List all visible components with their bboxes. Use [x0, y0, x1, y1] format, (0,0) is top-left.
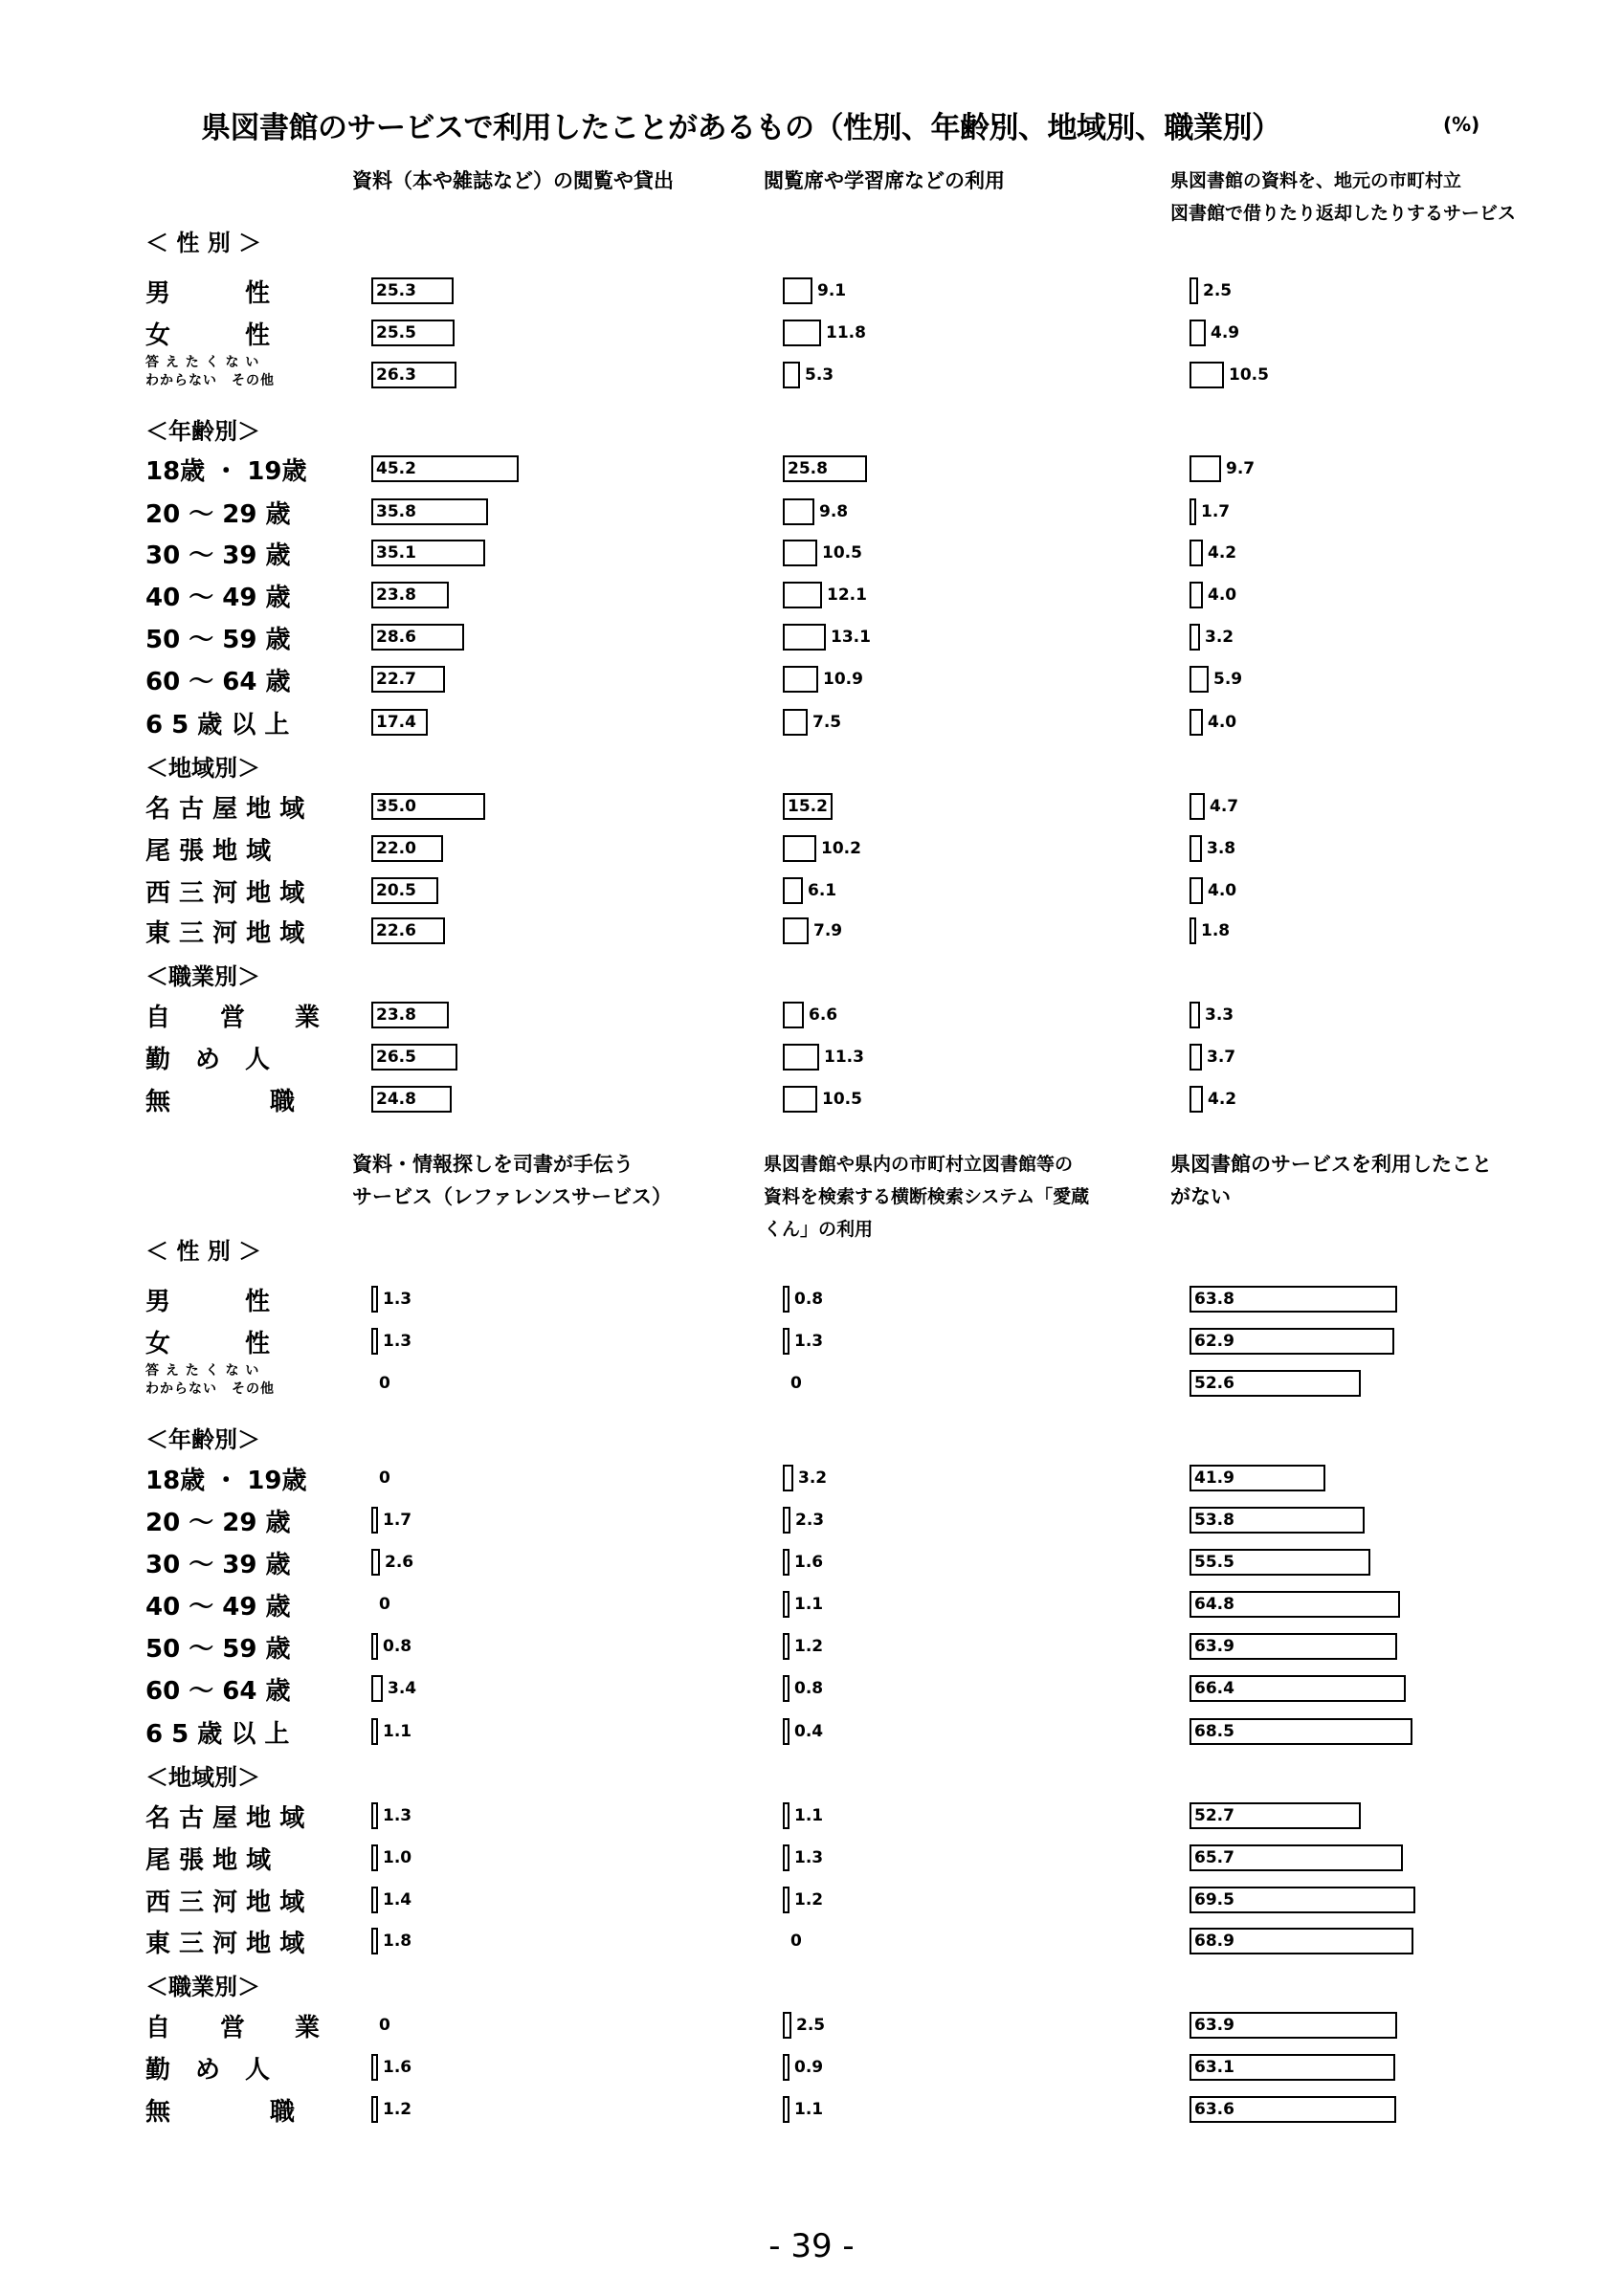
data-label: 1.3 [383, 1290, 412, 1309]
data-label: 22.6 [376, 921, 416, 940]
row-label: 西 三 河 地 域 [145, 879, 305, 908]
row-label-line: わからない その他 [145, 373, 275, 388]
bar-mark [783, 2054, 789, 2081]
column-heading [1170, 1148, 1492, 1213]
data-label: 1.6 [383, 2058, 412, 2077]
bar-mark [783, 362, 800, 388]
data-label: 53.8 [1194, 1511, 1234, 1530]
data-label: 0 [790, 1932, 802, 1951]
data-label: 41.9 [1194, 1468, 1234, 1488]
data-label: 1.3 [794, 1332, 824, 1351]
row-label: 自 営 業 [145, 2014, 321, 2042]
bar-mark [1189, 917, 1196, 944]
data-label: 3.2 [798, 1468, 828, 1488]
bar-mark [783, 1887, 789, 1913]
data-label: 10.5 [822, 543, 862, 563]
data-label: 10.5 [1229, 365, 1269, 385]
bar-mark [371, 1507, 378, 1534]
row-label: 50 ～ 59 歳 [145, 626, 291, 654]
row-label: 尾 張 地 域 [145, 1846, 272, 1875]
bar-mark [1189, 793, 1205, 820]
bar-mark [1189, 835, 1202, 862]
data-label: 17.4 [376, 713, 416, 732]
row-label-line: 答 え た く な い [145, 355, 260, 370]
data-label: 10.5 [822, 1090, 862, 1109]
bar-mark [783, 1633, 789, 1660]
row-label: 20 ～ 29 歳 [145, 500, 291, 529]
page-number: - 39 - [768, 2227, 855, 2265]
row-label: 自 営 業 [145, 1004, 321, 1032]
data-label: 1.2 [383, 2100, 412, 2119]
data-label: 4.7 [1210, 797, 1239, 816]
data-label: 0.9 [794, 2058, 824, 2077]
bar-mark [783, 624, 826, 651]
bar-mark [783, 1465, 793, 1491]
column-heading [352, 165, 674, 197]
data-label: 52.6 [1194, 1374, 1234, 1393]
row-label: 40 ～ 49 歳 [145, 584, 291, 612]
row-label: 30 ～ 39 歳 [145, 1551, 291, 1579]
data-label: 35.1 [376, 543, 416, 563]
data-label: 66.4 [1194, 1679, 1234, 1698]
column-heading [352, 1148, 672, 1213]
data-label: 3.2 [1205, 628, 1234, 647]
bar-mark [371, 1549, 380, 1576]
bar-mark [783, 1044, 819, 1071]
row-label: 名 古 屋 地 域 [145, 795, 305, 824]
group-label: ＜職業別＞ [145, 1974, 260, 2000]
row-label: 無 職 [145, 2098, 296, 2127]
data-label: 25.8 [788, 459, 828, 478]
bar-mark [783, 1002, 804, 1028]
data-label: 1.2 [794, 1890, 824, 1910]
data-label: 1.1 [383, 1722, 412, 1741]
bar-mark [783, 1844, 789, 1871]
data-label: 9.1 [817, 281, 847, 300]
data-label: 1.7 [1201, 502, 1231, 521]
bar-mark [1189, 320, 1206, 346]
bar-mark [371, 1928, 378, 1954]
bar-mark [783, 1591, 789, 1618]
row-label: 女 性 [145, 321, 271, 350]
column-heading-line: 資料（本や雑誌など）の閲覧や貸出 [352, 169, 674, 192]
row-label: 男 性 [145, 1288, 271, 1316]
row-label-line: わからない その他 [145, 1381, 275, 1397]
data-label: 1.1 [794, 1806, 824, 1825]
column-heading-line: 県図書館のサービスを利用したこと [1170, 1153, 1492, 1176]
data-label: 2.5 [1203, 281, 1233, 300]
bar-mark [1189, 1002, 1200, 1028]
data-label: 24.8 [376, 1090, 416, 1109]
bar-mark [783, 1286, 789, 1313]
data-label: 23.8 [376, 585, 416, 605]
column-heading-line: 資料を検索する横断検索システム「愛蔵 [764, 1186, 1090, 1207]
data-label: 0 [379, 1468, 390, 1488]
data-label: 0.8 [794, 1290, 824, 1309]
data-label: 0 [790, 1374, 802, 1393]
bar-mark [783, 1549, 789, 1576]
bar-mark [1189, 709, 1203, 736]
data-label: 2.6 [385, 1553, 414, 1572]
bar-mark [371, 1328, 378, 1355]
group-label: ＜ 性 別 ＞ [145, 230, 262, 256]
row-label: 勤 め 人 [145, 2056, 271, 2085]
bar-mark [1189, 362, 1224, 388]
bar-mark [783, 1675, 789, 1702]
data-label: 10.2 [821, 839, 861, 858]
bar-mark [783, 320, 821, 346]
bar-mark [783, 540, 817, 566]
bar-mark [1189, 1086, 1203, 1113]
data-label: 12.1 [827, 585, 867, 605]
data-label: 25.3 [376, 281, 416, 300]
bar-mark [783, 1507, 790, 1534]
data-label: 1.1 [794, 1595, 824, 1614]
data-label: 9.7 [1226, 459, 1256, 478]
row-label: 男 性 [145, 279, 271, 308]
bar-mark [783, 498, 814, 525]
data-label: 5.9 [1213, 670, 1243, 689]
data-label: 15.2 [788, 797, 828, 816]
data-label: 63.9 [1194, 2016, 1234, 2035]
data-label: 69.5 [1194, 1890, 1234, 1910]
row-label: 東 三 河 地 域 [145, 919, 305, 948]
data-label: 1.7 [383, 1511, 412, 1530]
data-label: 26.5 [376, 1048, 416, 1067]
column-heading-line: 閲覧席や学習席などの利用 [764, 169, 1005, 192]
data-label: 1.6 [794, 1553, 824, 1572]
data-label: 4.0 [1208, 881, 1237, 900]
data-label: 1.0 [383, 1848, 412, 1867]
row-label: 名 古 屋 地 域 [145, 1804, 305, 1833]
row-label: 西 三 河 地 域 [145, 1888, 305, 1917]
row-label [145, 354, 310, 390]
data-label: 2.5 [796, 2016, 826, 2035]
row-label: 60 ～ 64 歳 [145, 668, 291, 696]
column-heading-line: くん」の利用 [764, 1219, 874, 1240]
row-label: 20 ～ 29 歳 [145, 1509, 291, 1537]
data-label: 65.7 [1194, 1848, 1234, 1867]
bar-mark [1189, 498, 1196, 525]
bar-mark [783, 917, 809, 944]
data-label: 20.5 [376, 881, 416, 900]
data-label: 1.3 [383, 1332, 412, 1351]
data-label: 1.3 [794, 1848, 824, 1867]
data-label: 55.5 [1194, 1553, 1234, 1572]
data-label: 7.5 [812, 713, 842, 732]
row-label: 60 ～ 64 歳 [145, 1677, 291, 1706]
bar-mark [783, 709, 808, 736]
row-label: 無 職 [145, 1088, 296, 1116]
bar-mark [1189, 540, 1203, 566]
group-label: ＜年齢別＞ [145, 418, 260, 445]
data-label: 62.9 [1194, 1332, 1234, 1351]
data-label: 0.8 [383, 1637, 412, 1656]
data-label: 68.9 [1194, 1932, 1234, 1951]
bar-mark [371, 1675, 383, 1702]
bar-mark [371, 1718, 378, 1745]
column-heading-line: サービス（レファレンスサービス） [352, 1185, 673, 1208]
row-label: 30 ～ 39 歳 [145, 541, 291, 570]
bar-mark [783, 277, 812, 304]
data-label: 6.1 [808, 881, 837, 900]
data-label: 1.8 [383, 1932, 412, 1951]
page-title: 県図書館のサービスで利用したことがあるもの（性別、年齢別、地域別、職業別） [201, 111, 1281, 145]
bar-mark [783, 835, 816, 862]
data-label: 3.3 [1205, 1005, 1234, 1025]
data-label: 3.4 [388, 1679, 417, 1698]
bar-mark [783, 1802, 789, 1829]
data-label: 4.9 [1211, 323, 1240, 342]
row-label: 40 ～ 49 歳 [145, 1593, 291, 1622]
data-label: 22.7 [376, 670, 416, 689]
row-label: 東 三 河 地 域 [145, 1930, 305, 1958]
data-label: 11.3 [824, 1048, 864, 1067]
row-label: 18歳 ・ 19歳 [145, 457, 307, 486]
data-label: 35.0 [376, 797, 416, 816]
bar-mark [783, 582, 822, 608]
data-label: 4.2 [1208, 1090, 1237, 1109]
data-label: 23.8 [376, 1005, 416, 1025]
data-label: 1.8 [1201, 921, 1231, 940]
data-label: 0 [379, 2016, 390, 2035]
data-label: 2.3 [795, 1511, 825, 1530]
column-heading [764, 1148, 1089, 1246]
data-label: 3.8 [1207, 839, 1236, 858]
data-label: 0.4 [794, 1722, 824, 1741]
bar-mark [1189, 277, 1198, 304]
row-label: 6 5 歳 以 上 [145, 711, 290, 740]
bar-mark [1189, 624, 1200, 651]
data-label: 63.6 [1194, 2100, 1234, 2119]
data-label: 63.8 [1194, 1290, 1234, 1309]
data-label: 4.2 [1208, 543, 1237, 563]
bar-mark [783, 1328, 789, 1355]
bar-mark [371, 1633, 378, 1660]
bar-mark [783, 877, 803, 904]
column-heading-line: 県図書館や県内の市町村立図書館等の [764, 1154, 1074, 1175]
data-label: 35.8 [376, 502, 416, 521]
data-label: 28.6 [376, 628, 416, 647]
bar-mark [371, 2096, 378, 2123]
data-label: 1.1 [794, 2100, 824, 2119]
bar-mark [371, 1844, 378, 1871]
data-label: 4.0 [1208, 585, 1237, 605]
data-label: 1.2 [794, 1637, 824, 1656]
data-label: 10.9 [823, 670, 863, 689]
row-label: 6 5 歳 以 上 [145, 1720, 290, 1749]
column-heading-line: 資料・情報探しを司書が手伝う [352, 1153, 634, 1176]
bar-mark [371, 2054, 378, 2081]
data-label: 4.0 [1208, 713, 1237, 732]
bar-mark [783, 1718, 789, 1745]
bar-mark [371, 1286, 378, 1313]
row-label: 50 ～ 59 歳 [145, 1635, 291, 1664]
column-heading-line: がない [1170, 1185, 1231, 1208]
data-label: 63.1 [1194, 2058, 1234, 2077]
data-label: 0 [379, 1595, 390, 1614]
group-label: ＜ 性 別 ＞ [145, 1238, 262, 1265]
bar-mark [1189, 582, 1203, 608]
column-heading-line: 図書館で借りたり返却したりするサービス [1170, 203, 1517, 224]
data-label: 52.7 [1194, 1806, 1234, 1825]
data-label: 1.3 [383, 1806, 412, 1825]
bar-mark [371, 1802, 378, 1829]
data-label: 11.8 [826, 323, 866, 342]
bar-mark [1189, 455, 1221, 482]
row-label: 18歳 ・ 19歳 [145, 1467, 307, 1495]
group-label: ＜地域別＞ [145, 755, 260, 782]
bar-mark [783, 2096, 789, 2123]
data-label: 1.4 [383, 1890, 412, 1910]
bar-mark [371, 1887, 378, 1913]
bar-mark [783, 666, 818, 693]
group-label: ＜職業別＞ [145, 963, 260, 990]
data-label: 5.3 [805, 365, 834, 385]
data-label: 0 [379, 1374, 390, 1393]
column-heading [764, 165, 1005, 197]
data-label: 0.8 [794, 1679, 824, 1698]
bar-mark [1189, 877, 1203, 904]
row-label: 尾 張 地 域 [145, 837, 272, 866]
data-label: 3.7 [1207, 1048, 1236, 1067]
bar-mark [1189, 666, 1209, 693]
column-heading-line: 県図書館の資料を、地元の市町村立 [1170, 170, 1462, 191]
bar-mark [783, 2012, 791, 2039]
data-label: 64.8 [1194, 1595, 1234, 1614]
bar-mark [1189, 1044, 1202, 1071]
group-label: ＜地域別＞ [145, 1764, 260, 1791]
unit-label: (%) [1443, 113, 1480, 136]
data-label: 63.9 [1194, 1637, 1234, 1656]
row-label-line: 答 え た く な い [145, 1363, 260, 1379]
data-label: 25.5 [376, 323, 416, 342]
row-label: 女 性 [145, 1330, 271, 1358]
data-label: 13.1 [831, 628, 871, 647]
data-label: 9.8 [819, 502, 849, 521]
column-heading [1170, 165, 1516, 230]
data-label: 45.2 [376, 459, 416, 478]
data-label: 7.9 [813, 921, 843, 940]
data-label: 6.6 [809, 1005, 838, 1025]
data-label: 68.5 [1194, 1722, 1234, 1741]
data-label: 22.0 [376, 839, 416, 858]
row-label: 勤 め 人 [145, 1046, 271, 1074]
data-label: 26.3 [376, 365, 416, 385]
bar-mark [783, 1086, 817, 1113]
row-label [145, 1362, 310, 1399]
group-label: ＜年齢別＞ [145, 1426, 260, 1453]
